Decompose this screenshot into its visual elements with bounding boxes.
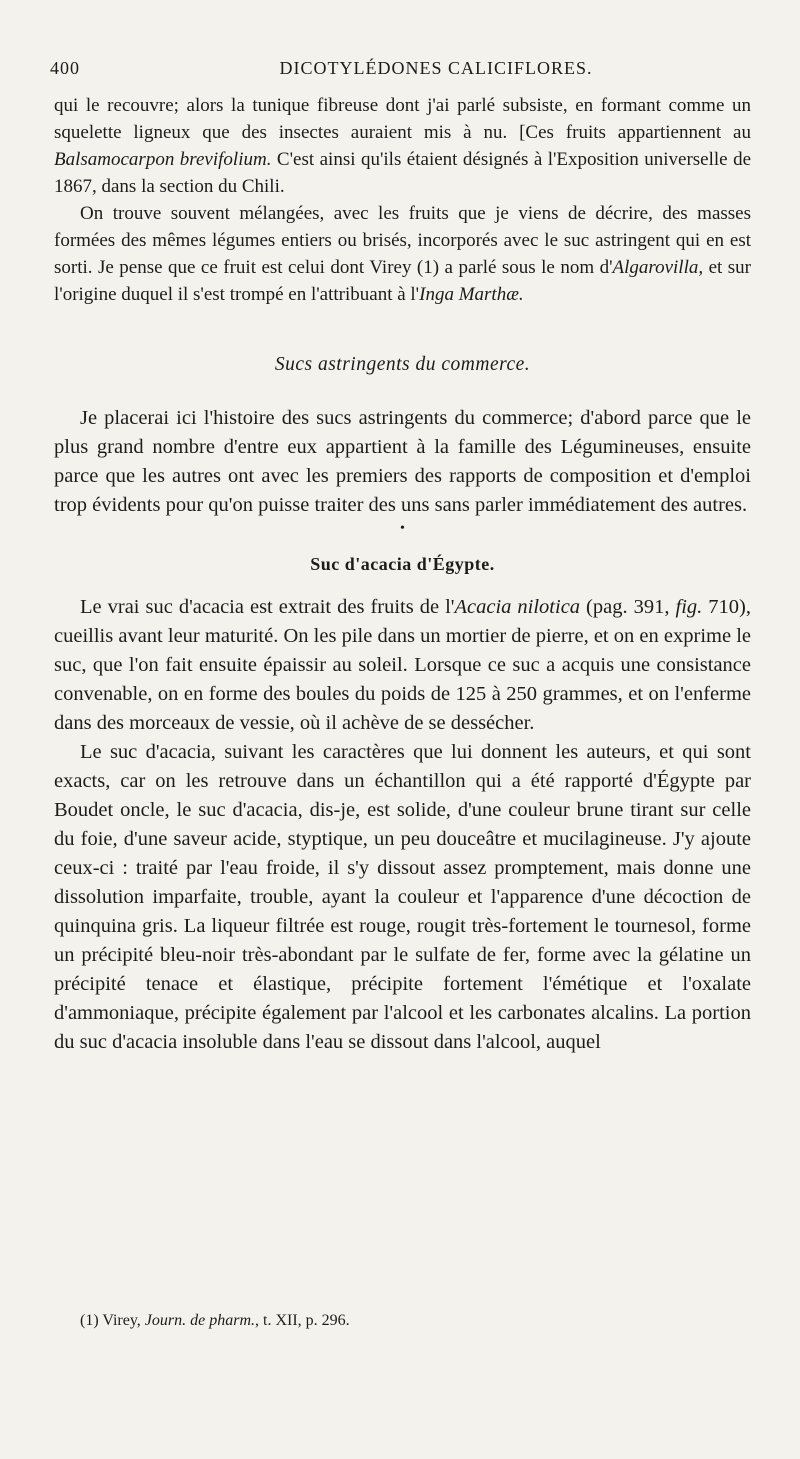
figure-abbrev: fig. [675, 596, 703, 618]
separator-dot: • [400, 521, 405, 536]
text-run: 710), cueillis avant leur maturité. On les pile dans un mortier de pierre, et on en exprime le suc, que l'on fait ensuite épaissir au soleil. Lorsque ce suc a acquis une consistance convenable, on en forme des boules du poids de 125 à 250 grammes, et on l'enferme dans des morceaux de vessie, où il achève de se dessécher. [54, 596, 751, 734]
species-name: Acacia nilotica [454, 596, 581, 618]
section-heading: Sucs astringents du commerce. [274, 354, 531, 375]
text-run: qui le recouvre; alors la tunique fibreuse dont j'ai parlé subsiste, en formant comme un squelette ligneux que des insectes auraient mis à nu. [Ces fruits appartiennent au [54, 95, 751, 143]
subsection-heading: Suc d'acacia d'Égypte. [310, 554, 495, 574]
species-name: Inga Marthæ. [419, 284, 524, 305]
paragraph-extraction [54, 593, 751, 738]
paragraph-continuation [54, 92, 751, 200]
text-run: Le vrai suc d'acacia est extrait des fruits de l' [80, 596, 455, 618]
footnote [80, 1312, 350, 1330]
page-number: 400 [50, 58, 80, 78]
running-title: DICOTYLÉDONES CALICIFLORES. [279, 58, 593, 78]
paragraph-properties: Le suc d'acacia, suivant les caractères que lui donnent les auteurs, et qui sont exacts, car on les retrouve dans un échantillon qui a été rapporté d'Égypte par Boudet oncle, le suc d'acacia, dis-je, est solide, d'une couleur brune tirant sur celle du foie, d'une saveur acide, styptique, un peu douceâtre et mucilagineuse. J'y ajoute ceux-ci : traité par l'eau froide, il s'y dissout assez promptement, mais donne une dissolution imparfaite, trouble, ayant la couleur et l'apparence d'une décoction de quinquina gris. La liqueur filtrée est rouge, rougit très-fortement le tournesol, forme un précipité bleu-noir très-abondant par le sulfate de fer, forme avec la gélatine un précipité tenace et élastique, précipite fortement l'émétique et l'oxalate d'ammoniaque, précipite également par l'alcool et les carbonates alcalins. La portion du suc d'acacia insoluble dans l'eau se dissout dans l'alcool, auquel [54, 741, 751, 1053]
text-run: C'est ainsi qu'ils étaient désignés à l'Exposition universelle de 1867, dans la section du Chili. [54, 149, 752, 197]
page-body [54, 92, 751, 1057]
species-name: Algarovilla, [612, 257, 704, 278]
paragraph-algarovilla [54, 200, 751, 308]
running-header [50, 58, 762, 84]
species-name: Balsamocarpon brevifolium. [54, 149, 272, 170]
text-run: (1) Virey, [80, 1312, 145, 1329]
text-run: On trouve souvent mélangées, avec les fruits que je viens de décrire, des masses formées des mêmes légumes entiers ou brisés, incorporés avec le suc astringent qui en est sorti. Je pense que ce fruit est celui dont Virey (1) a parlé sous le nom d' [54, 203, 751, 278]
journal-title: Journ. de pharm. [144, 1312, 256, 1329]
paragraph-intro-sucs: Je placerai ici l'histoire des sucs astringents du commerce; d'abord parce que le plus grand nombre d'entre eux appartient à la famille des Légumineuses, ensuite parce que les autres ont avec les premiers des rapports de composition et d'emploi trop évidents pour qu'on puisse traiter des uns sans parler immédiatement des autres. [54, 407, 751, 516]
text-run: (pag. 391, [580, 596, 676, 618]
text-run: et sur l'origine duquel il s'est trompé en l'attribuant à l' [54, 257, 751, 305]
text-run: , t. XII, p. 296. [255, 1312, 350, 1329]
